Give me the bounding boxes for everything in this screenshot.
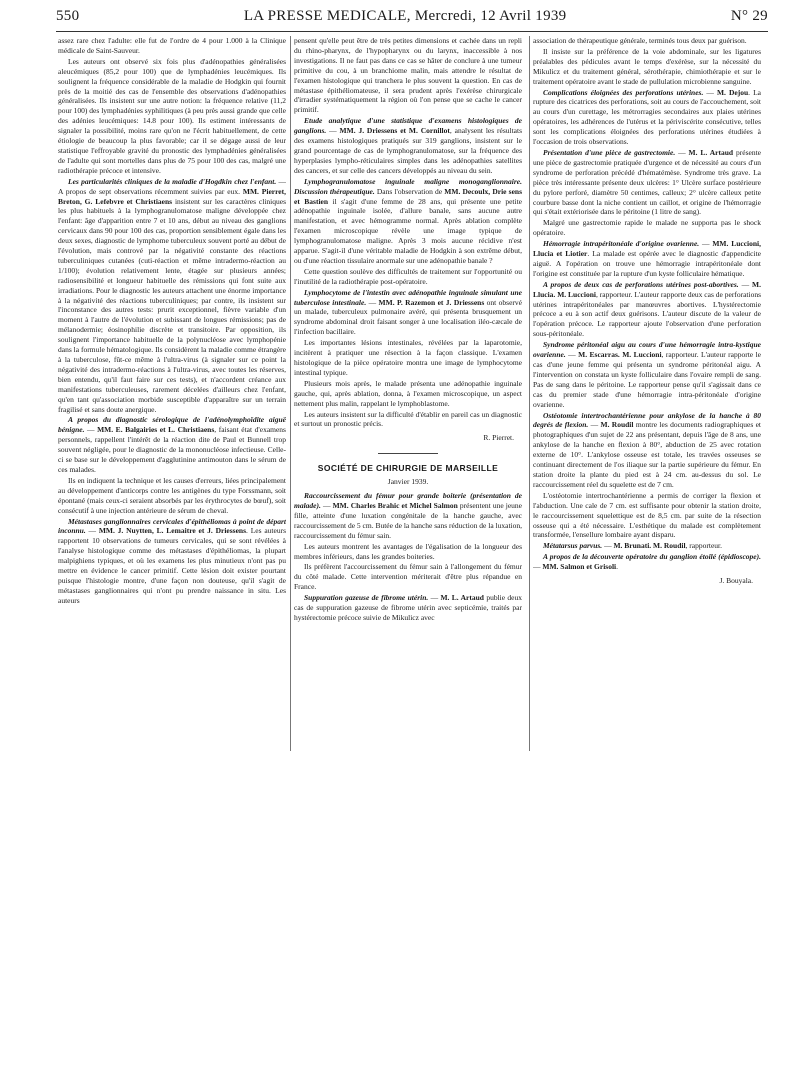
- article-authors: M. L. Artaud: [688, 147, 734, 157]
- paragraph: Ils préfèrent l'accourcissement du fémur sain à l'allongement du fémur du côté malade. Cette intervention mériterait d'être plus répandue en France.: [294, 562, 522, 592]
- paragraph: association de thérapeutique générale, terminés tous deux par guérison.: [533, 36, 747, 45]
- article-title: Suppuration gazeuse de fibrome utérin.: [304, 593, 429, 603]
- article-title: Raccourcissement du fémur pour grande boiterie (présentation de malade).: [294, 491, 522, 510]
- paragraph: Plusieurs mois après, le malade présenta une adénopathie inguinale gauche, qui, après ablation, donna, à l'examen microscopique, un aspect nettement plus malin, rappelant le lymphoblastome.: [294, 378, 522, 408]
- article-title: Les particularités cliniques de la maladie d'Hogdkin chez l'enfant.: [68, 176, 277, 186]
- signature: R. Pierret.: [483, 433, 514, 443]
- article: Syndrome péritonéal aigu au cours d'une hémorragie intra-kystique ovarienne. — M. Escarras. M. Luccioni, rapporteur. L'auteur rapporte le cas d'une jeune femme qui présenta un syndrome péritonéal aigu. A l'intervention on constata un kyste folliculaire dans l'ovaire rempli de sang. Pas de sang dans le péritoine. Le rapporteur pense qu'il s'agissait dans ce cas du premier stade d'une hémorragie intra-péritonéale d'origine ovarienne.: [533, 340, 761, 409]
- column-3: [533, 36, 761, 586]
- article-authors: MM. Salmon et Grisoli: [542, 562, 617, 572]
- article-authors: M. Llucia. M. Luccioni: [533, 279, 761, 299]
- article-title: Syndrome péritonéal aigu au cours d'une hémorragie intra-kystique ovarienne.: [533, 340, 761, 360]
- article-title: Lymphocytome de l'intestin avec adénopathie inguinale simulant une tuberculose intestinale.: [294, 287, 522, 307]
- article-title: Lymphogranulomatose inguinale maligne monoganglionnaire. Discussion thérapeutique.: [294, 176, 522, 196]
- article: Hémorragie intrapéritonéale d'origine ovarienne. — MM. Luccioni, Llucia et Liotier. La malade est opérée avec le diagnostic d'appendicite aiguë. A l'opération on trouve une hémorragie intrapéritonéale dont l'origine est constituée par la rupture d'un kyste folliculaire hématique.: [533, 239, 761, 278]
- signature: J. Bouyala.: [719, 576, 753, 586]
- article-authors: M. Escarras. M. Luccioni: [578, 350, 662, 360]
- article-title: Métastases ganglionnaires cervicales d'épithéliomas à point de départ inconnu.: [58, 516, 286, 536]
- article-title: Présentation d'une pièce de gastrectomie.: [543, 147, 676, 157]
- article-authors: MM. E. Balgairies et L. Christiaens: [97, 425, 215, 435]
- article-authors: MM. J. Nuytten, L. Lemaitre et J. Driessens: [98, 526, 247, 536]
- column-1: [58, 36, 286, 607]
- article-title: Complications éloignées des perforations utérines.: [543, 87, 704, 97]
- paragraph: Malgré une gastrectomie rapide le malade ne supporta pas le shock opératoire.: [533, 218, 761, 238]
- paragraph: Les auteurs montrent les avantages de l'égalisation de la longueur des membres inférieurs, dans les grandes boiteries.: [294, 541, 522, 561]
- paragraph: Cette question soulève des difficultés de traitement sur l'opportunité ou l'inutilité de la radiothérapie post-opératoire.: [294, 266, 522, 286]
- article-title: Etude analytique d'une statistique d'examens histologiques de ganglions.: [294, 116, 522, 136]
- column-divider: [529, 36, 530, 751]
- society-heading: SOCIÉTÉ DE CHIRURGIE DE MARSEILLE: [317, 463, 499, 474]
- article-authors: MM. J. Driessens et M. Cornillot: [339, 126, 450, 136]
- article-authors: MM. Luccioni, Llucia et Liotier: [533, 239, 761, 259]
- article: Complications éloignées des perforations utérines. — M. Dejou. La rupture des cicatrices des perforations, soit au cours de l'accouchement, soit au cours d'un curettage, les métrorragies secondaires aux plaies utérines opératoires, les adhérences de l'utérus et la périviscérite consécutive, telles sont les complications éloignées des perforations utérines étudiées à l'occasion de trois observations.: [533, 87, 761, 147]
- article-authors: M. Roudil: [600, 420, 634, 430]
- page-header: [56, 8, 768, 30]
- article: Lymphogranulomatose inguinale maligne monoganglionnaire. Discussion thérapeutique. Dans l'observation de MM. Decoulx, Drie sens et Bastien il s'agit d'une femme de 28 ans, qui présente une petite adénopathie inguinale isolée, d'allure banale, sans aucune autre manifestation, et avec hémogramme normal. Après ablation complète l'examen microscopique révèle une image typique de lymphogranulomatose maligne. Après 3 mois aucune récidive n'est apparue. S'agit-il d'une véritable maladie de Hodgkin à son extrême début, ou d'une réaction tissulaire anormale sur une adénopathie banale ?: [294, 176, 522, 265]
- article: A propos de deux cas de perforations utérines post-abortives. — M. Llucia. M. Luccioni, rapporteur. L'auteur rapporte deux cas de perforations utérines intrapéritonéales par manœuvres abortives. L'hystérectomie précoce a eu à son actif deux guérisons. L'auteur discute de la valeur de l'opération précoce. Le rapporteur ajoute l'observation d'une perforation sous-péritonéale.: [533, 279, 761, 339]
- society-date: Janvier 1939.: [387, 477, 429, 487]
- paragraph: Les auteurs insistent sur la difficulté d'établir en pareil cas un diagnostic et surtout un pronostic précis.: [294, 409, 522, 429]
- article-authors: M. Brunati. M. Roudil: [613, 541, 686, 551]
- article: A propos de la découverte opératoire du ganglion étoilé (épidioscope). — MM. Salmon et Grisoli.: [533, 552, 761, 572]
- article: Les particularités cliniques de la maladie d'Hogdkin chez l'enfant. — A propos de sept observations récemment suivies par eux. MM. Pierret, Breton, G. Lefebvre et Christiaens insistent sur les caractères cliniques les plus habituels à la lymphogranulomatose maligne développée chez l'enfant: âge d'apparition entre 7 et 10 ans, début au niveau des ganglions cervicaux dans 90 pour 100 des cas, proportion sensiblement égale dans les deux sexes, diagnostic de lymphome tuberculeux souvent porté au début de l'évolution, mais contrové par la négativité constante des réactions tuberculiniques cutanées (cuti-réaction et même intradermo-réaction au 1/100); évolution relativement lente, étagée sur plusieurs années; radiosensibilité et longueur habituelle des rémissions qui font suite aux irradiations. Pour le diagnostic les auteurs attachent une énorme importance à la négativité des réactions tuberculiniques; par contre, ils insistent sur l'inconstance des autres tests: prurit exceptionnel, fièvre variable d'un moment à l'autre de l'évolution et subissant de longues rémissions; pas de mélanodermie; éosinophilie discrète et transitoire. Par opposition, ils soulignent l'importance habituelle de la polynucléose avec lymphopénie dans la formule hématologique. Ils considèrent la maladie comme étrangère à la tuberculose, fût-ce même à l'ultra-virus (à signaler sur ce point la négativité des intradermo-réactions à l'ultra-virus, avec toutes les réserves, bien entendu, qu'il faut faire sur ces tests), et n'accordent créance aux manifestations tuberculeuses, rarement décelées d'ailleurs chez l'enfant, qu'en tant qu'association morbide susceptible d'apparaître sur un terrain fragilisé et sans doute anergique.: [58, 176, 286, 414]
- header-rule: [56, 31, 768, 32]
- article-title: Métatarsus parvus.: [543, 541, 603, 551]
- section-separator: [378, 453, 438, 454]
- paragraph: assez rare chez l'adulte: elle fut de l'ordre de 4 pour 1.000 à la Clinique médicale de Saint-Sauveur.: [58, 36, 286, 55]
- column-2: [294, 36, 522, 624]
- article: Lymphocytome de l'intestin avec adénopathie inguinale simulant une tuberculose intestinale. — MM. P. Razemon et J. Driessens ont observé un malade, tuberculeux pulmonaire avéré, qui présenta brusquement un syndrome abdominal droit faisant songer à une localisation iléo-cæcale de l'infection bacillaire.: [294, 287, 522, 337]
- article: Présentation d'une pièce de gastrectomie. — M. L. Artaud présente une pièce de gastrectomie pratiquée d'urgence et de nécessité au cours d'un syndrome de perforation précédé d'hématémèse. Syndrome très grave. La pièce très intéressante présente deux ulcères: 1° Ulcère surface postérieure du pylore perforé, diamètre 50 centimes, calleux; 2° ulcère calleux petite courbure basse dont la niche contient un caillot, et origine de l'hémorragie qui s'était extériorisée dans le péritoine (1 litre de sang).: [533, 147, 761, 217]
- paragraph: Les importantes lésions intestinales, révélées par la laparotomie, incitèrent à pratiquer une résection à la façon classique. L'examen histologique de la pièce opératoire montra une image de lymphocytome intestinal typique.: [294, 338, 522, 377]
- paragraph: Il insiste sur la préférence de la voie abdominale, sur les ligatures préalables des pédicules avant le temps d'exérèse, sur la nécessité du Mikulicz et du traitement général, sérothérapie, chimiothérapie et sur le traitement opératoire avant le stade de pullulation microbienne sanguine.: [533, 46, 761, 86]
- page-number: 550: [56, 8, 80, 24]
- article: Ostéotomie intertrochantérienne pour ankylose de la hanche à 80 degrés de flexion. — M. Roudil montre les documents radiographiques et photographiques d'un sujet de 22 ans présentant, depuis l'âge de 8 ans, une ankylose de la hanche en flexion à 80°, abduction de 25 avec rotation externe de 10°. L'ankylose osseuse est totale, les travées osseuses se continuant directement de l'os iliaque sur la partie supérieure du fémur. En station droite la plante du pied est à 24 cm. au-dessus du sol. Le raccourcissement réel du squelette est de 7 cm.: [533, 410, 761, 489]
- paragraph: Ils en indiquent la technique et les causes d'erreurs, liées principalement au développement d'anticorps contre les antigènes du type Forssmann, soit épontané (mais ceux-ci seraient absorbés par les érythrocytes de bœuf), soit consécutif à une injection antérieure de sérum de cheval.: [58, 475, 286, 515]
- paragraph: L'ostéotomie intertrochantérienne a permis de corriger la flexion et l'abduction. Une cale de 7 cm. est suffisante pour obtenir la station droite, le raccourcissement squelettique est de 8,5 cm. par suite de la résection osseuse qui a été nécessaire. L'esthétique du malade est complètement transformée, l'ensellure lombaire ayant disparu.: [533, 490, 761, 540]
- column-divider: [290, 36, 291, 751]
- article-title: Ostéotomie intertrochantérienne pour ankylose de la hanche à 80 degrés de flexion.: [533, 410, 761, 430]
- article: A propos du diagnostic sérologique de l'adénolymphoïdite aiguë bénigne. — MM. E. Balgairies et L. Christiaens, faisant état d'examens personnels, rappellent l'intérêt de la réaction dite de Paul et Bunnell trop souvent négligée, pour le diagnostic de la mononucléose infectieuse. Celle-ci se base sur le développement d'agglutinine antimouton dans le sérum de ces malades.: [58, 415, 286, 474]
- article: Métatarsus parvus. — M. Brunati. M. Roudil, rapporteur.: [543, 541, 722, 551]
- paragraph: pensent qu'elle peut être de très petites dimensions et cachée dans un repli du rhino-pharynx, de l'hypopharynx ou du larynx, inaccessible à nos investigations. Il ne faut pas dans ce cas se hâter de conclure à une tumeur primitive du cou, à un branchiome malin, mais attendre le résultat de l'examen histologique qui tranchera le plus souvent la question. En cas de métastase épithéliomateuse, il sera prudent après l'exérèse chirurgicale d'irradier systématiquement la région où l'on pense que se cache le cancer primitif.: [294, 36, 522, 115]
- article-authors: M. Dejou: [716, 87, 749, 97]
- article-title: Hémorragie intrapéritonéale d'origine ovarienne.: [543, 239, 700, 249]
- article: Suppuration gazeuse de fibrome utérin. — M. L. Artaud publie deux cas de suppuration gazeuse de fibrome utérin avec septicémie, traités par hystérectomie précoce suivie de Mikulicz avec: [294, 593, 522, 622]
- article: Raccourcissement du fémur pour grande boiterie (présentation de malade). — MM. Charles Brahic et Michel Salmon présentent une jeune fille, atteinte d'une luxation congénitale de la hanche gauche, avec raccourcissement de 5 cm. Butée de la hanche sans réduction de la luxation, raccourcissement du fémur sain.: [294, 491, 522, 540]
- article-authors: MM. Charles Brahic et Michel Salmon: [332, 500, 458, 510]
- article-authors: MM. P. Razemon et J. Driessens: [378, 297, 485, 307]
- article-title: A propos de deux cas de perforations utérines post-abortives.: [543, 279, 739, 289]
- journal-title: LA PRESSE MEDICALE, Mercredi, 12 Avril 1939: [243, 8, 567, 24]
- issue-number: N° 29: [730, 8, 768, 24]
- article-authors: MM. Pierret, Breton, G. Lefebvre et Christiaens: [58, 186, 286, 206]
- paragraph: Les auteurs ont observé six fois plus d'adénopathies généralisées aleucémiques (85,2 pour 100) que de lymphadénies leucémiques. Ils soulignent la fréquence considérable de la maladie de Hodgkin qui fournit près de la moitié des cas de l'ensemble des observations d'adénopathies généralisées. Ils insistent sur une autre notion: la fréquence relative (11,2 pour 100) des lymphadénies syphilitiques (à peu près aussi grande que celle des adénies leucémiques: 14.8 pour 100). Ils estiment intéressants de signaler la possibilité, moins rare qu'on ne l'écrit habituellement, de cette étiologie de beaucoup la plus favorable; car il se dégage aussi de leur statistique l'effroyable gravité du pronostic des lymphadénies généralisées de l'adulte qui sont mortelles dans plus de 75 pour 100 des cas, malgré une radiothérapie précoce et intensive.: [58, 56, 286, 175]
- article: Métastases ganglionnaires cervicales d'épithéliomas à point de départ inconnu. — MM. J. Nuytten, L. Lemaitre et J. Driessens. Les auteurs rapportent 10 observations de tumeurs cervicales, qui se sont révélées à l'analyse histologique comme des métastases d'épithéliomas, la plupart malpighiens typiques, et où les examens les plus minutieux n'ont pas pu mettre en évidence le cancer primitif. Cette lésion doit exister pourtant puisque l'histologie montre, d'une façon non douteuse, qu'il s'agit de métastases ganglionnaires qui n'ont pu prendre naissance in situ. Les auteurs: [58, 516, 286, 605]
- article: Etude analytique d'une statistique d'examens histologiques de ganglions. — MM. J. Driessens et M. Cornillot, analysent les résultats des examens histologiques pratiqués sur 319 ganglions, insistent sur le grand pourcentage de cas de lymphogranulomatose, sur la fréquence des hyperplasies lympho-réticulaires simples dans les adénopathies satellites des cancers, et sur celle des cancers développés au niveau du sein.: [294, 116, 522, 175]
- article-authors: M. L. Artaud: [440, 593, 484, 603]
- article-title: A propos du diagnostic sérologique de l'adénolymphoïdite aiguë bénigne.: [58, 415, 286, 435]
- article-authors: MM. Decoulx, Drie sens et Bastien: [294, 186, 522, 206]
- article-title: A propos de la découverte opératoire du ganglion étoilé (épidioscope).: [543, 552, 761, 562]
